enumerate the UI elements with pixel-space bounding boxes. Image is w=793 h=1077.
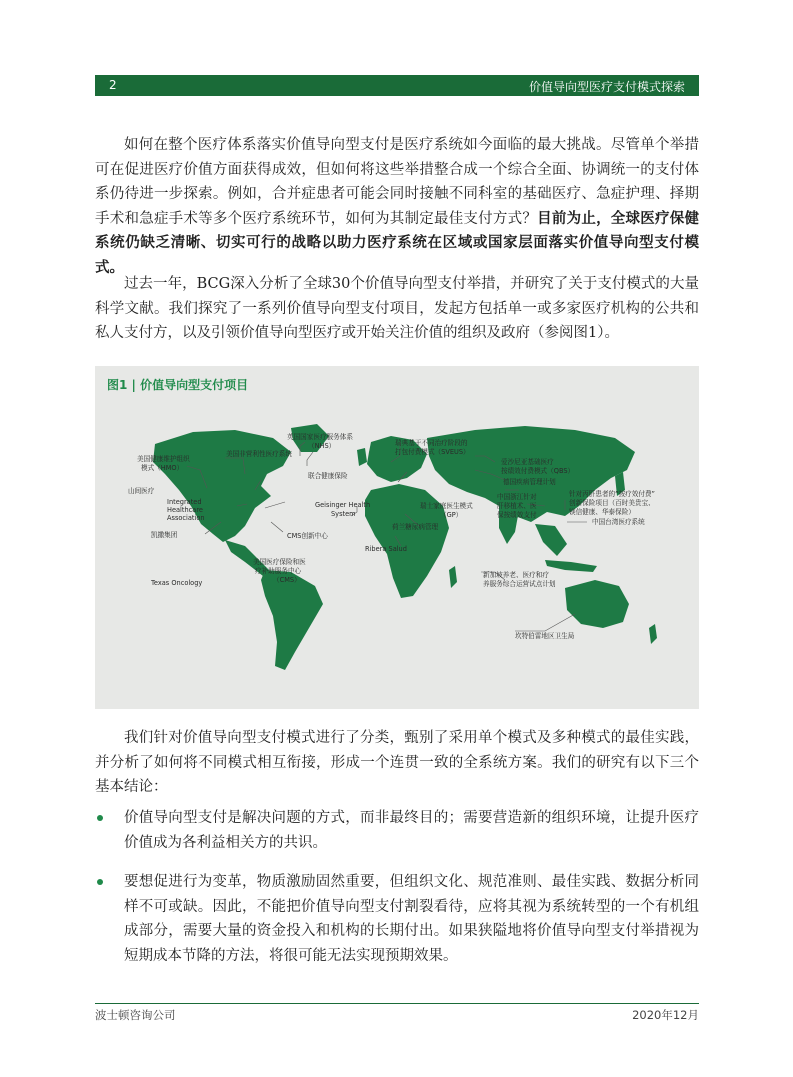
southeast-asia-shape	[535, 524, 567, 556]
footer-date: 2020年12月	[632, 1008, 699, 1022]
label-kaiser: 凯撒集团	[151, 531, 178, 539]
label-taiwan: 中国台湾医疗系统	[592, 518, 645, 526]
label-cms-2: 疗补助服务中心	[255, 567, 302, 575]
page-header	[95, 75, 699, 96]
label-hcv-2: 创新保险项目（百时美贵宝、	[569, 499, 655, 507]
header-title: 价值导向型医疗支付模式探索	[528, 80, 685, 94]
label-cms-center: CMS创新中心	[287, 532, 328, 540]
label-iha-3: Association	[167, 514, 205, 522]
label-cms-3: （CMS）	[273, 576, 301, 584]
label-swiss: 瑞士家庭医生模式	[420, 502, 473, 510]
list-item-text: 要想促进行为变革，物质激励固然重要，但组织文化、规范准则、最佳实践、数据分析同样不可或缺。因此，不能把价值导向型支付割裂看待，应将其视为系统转型的一个有机组成部分，需要大量的资金投入和机构的长期付出。如果狭隘地将价值导向型支付举措视为短期成本节降的方法，将很可能无法实现预期效果。	[124, 874, 699, 964]
figure-1	[95, 366, 699, 709]
uk-shape	[357, 448, 367, 466]
australia-shape	[565, 580, 629, 628]
label-hcv-3: 镁信健康、华泰保险）	[569, 508, 635, 516]
label-germany: 德国疾病管理计划	[503, 478, 556, 486]
label-singapore-1: 新加坡养老、医疗和疗	[483, 571, 549, 579]
label-qbs-abbr: 按绩效付费模式（QBS）	[501, 467, 575, 475]
paragraph-3: 我们针对价值导向型支付模式进行了分类，甄别了采用单个模式及多种模式的最佳实践，并分析了如何将不同模式相互衔接，形成一个连贯一致的全系统方案。我们的研究有以下三个基本结论：	[95, 730, 699, 795]
paragraph-1-text: 如何在整个医疗体系落实价值导向型支付是医疗系统如今面临的最大挑战。尽管单个举措可在促进医疗价值方面获得成效，但如何将这些举措整合成一个综合全面、协调统一的支付体系仍待进一步探索。例如，合并症患者可能会同时接触不同科室的基础医疗、急症护理、择期手术和急症手术等多个医疗系统环节，如何为其制定最佳支付方式？	[95, 137, 699, 227]
list-item-text: 价值导向型支付是解决问题的方式，而非最终目的；需要营造新的组织环境，让提升医疗价值成为各利益相关方的共识。	[124, 810, 699, 851]
label-texas: Texas Oncology	[151, 579, 203, 587]
label-swiss-abbr: （GP）	[440, 511, 463, 519]
label-zhejiang-1: 中国浙江针对	[497, 493, 537, 501]
label-geisinger: Geisinger Health	[315, 501, 371, 509]
label-nhs: 英国国家医疗服务体系	[287, 433, 353, 441]
footer-publisher: 波士顿咨询公司	[95, 1008, 176, 1022]
paragraph-1	[95, 133, 699, 280]
footer-divider	[95, 1003, 699, 1004]
label-canterbury: 坎特伯雷地区卫生局	[515, 632, 575, 640]
world-map	[95, 366, 699, 709]
list-item	[95, 806, 699, 855]
label-oscar: 联合健康保险	[308, 472, 348, 480]
bullet-icon	[97, 879, 103, 885]
label-geisinger-2: System	[331, 510, 356, 518]
north-america-shape	[153, 430, 291, 542]
madagascar-shape	[449, 566, 457, 588]
label-singapore-2: 养服务综合运营试点计划	[483, 580, 556, 588]
label-hcv-1: 针对丙肝患者的“按疗效付费”	[569, 490, 655, 498]
label-hmo: 美国健康维护组织	[137, 455, 190, 463]
label-nonprofit: 美国非营利性医疗系统	[226, 450, 292, 458]
label-hmo-abbr: 模式（HMO）	[141, 464, 184, 472]
page-number: 2	[109, 78, 117, 92]
label-ribera: Ribera Salud	[365, 545, 407, 553]
label-zhejiang-3: 保按绩效支付	[497, 511, 537, 519]
label-cms-1: 美国医疗保险和医	[253, 558, 306, 566]
label-iha-2: Healthcare	[167, 506, 203, 514]
label-mountain: 山间医疗	[128, 487, 155, 495]
figure-title: 图1 | 价值导向型支付项目	[107, 378, 249, 392]
label-netherlands: 荷兰糖尿病管理	[392, 523, 439, 531]
label-nhs-abbr: （NHS）	[308, 442, 336, 450]
list-item	[95, 870, 699, 968]
paragraph-1-bold: 目前为止，全球医疗保健系统仍缺乏清晰、切实可行的战略以助力医疗系统在区域或国家层面落实价值导向型支付模式。	[95, 209, 699, 276]
label-zhejiang-2: 肝移植术、医	[497, 502, 537, 510]
label-sveus: 瑞典基于不同治疗阶段的	[395, 439, 468, 447]
paragraph-2: 过去一年，BCG深入分析了全球30个价值导向型支付举措，并研究了关于支付模式的大量科学文献。我们探究了一系列价值导向型支付项目，发起方包括单一或多家医疗机构的公共和私人支付方，以及引领价值导向型医疗或开始关注价值的组织及政府（参阅图1）。	[95, 276, 699, 341]
label-qbs: 爱沙尼亚基础医疗	[501, 458, 554, 466]
new-zealand-shape	[649, 624, 657, 644]
label-sveus-abbr: 打包付费模式（SVEUS）	[395, 448, 470, 456]
indonesia-shape	[545, 560, 597, 572]
south-america-shape	[261, 570, 323, 670]
label-iha-1: Integrated	[167, 498, 202, 506]
bullet-icon	[97, 815, 103, 821]
